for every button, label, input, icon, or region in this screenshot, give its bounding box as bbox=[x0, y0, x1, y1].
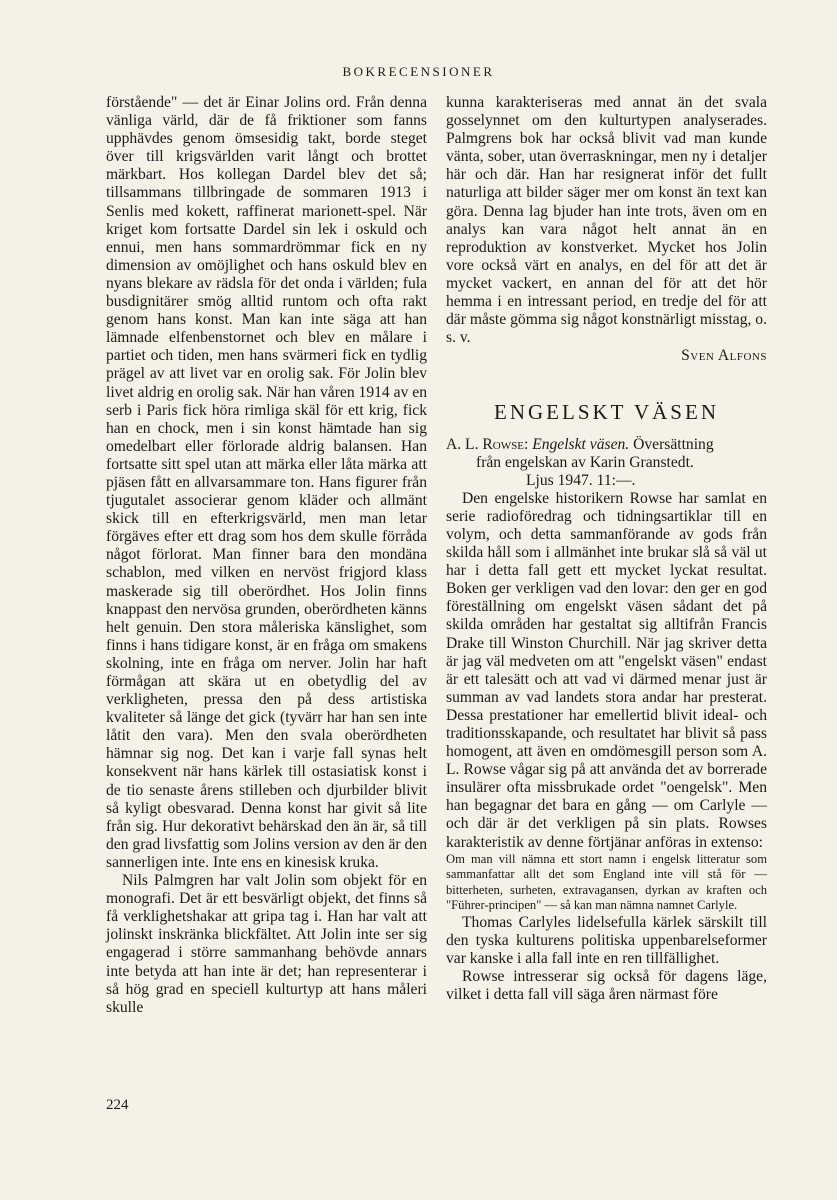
paragraph: kunna karakteriseras med annat än det svala gosselynnet om den kulturtypen analyserades. Palmgrens bok har också blivit vad man kunde vänta, sober, utan överraskningar, men ny i detaljer här och där. Han har resignerat inför det fullt naturliga att bilder säger mer om konst än text kan göra. Denna lag bjuder han inte trots, även om en analys kan vara något helt annat än en reproduktion av konstverket. Mycket hos Jolin vore också värt en analys, en del för att det är mycket vackert, en annan del för att det hör hemma i en intressant period, en tredje del för att där måste gömma sig något konstnärligt misstag, o. s. v. bbox=[446, 94, 767, 347]
book-publisher: Ljus 1947. 11:—. bbox=[526, 471, 636, 489]
running-head: BOKRECENSIONER bbox=[342, 64, 495, 79]
review-signature: Sven Alfons bbox=[681, 347, 767, 365]
book-author: A. L. Rowse bbox=[446, 435, 524, 453]
left-column bbox=[106, 94, 427, 1017]
page-number: 224 bbox=[106, 1097, 129, 1113]
section-title: ENGELSKT VÄSEN bbox=[494, 400, 719, 425]
right-column bbox=[446, 94, 767, 1005]
block-quote: Om man vill nämna ett stort namn i engelsk litteratur som sammanfattar allt det som England inte vill stå för — bitterheten, surheten, extravagansen, dyrkan av kraften och "Führer-principen" — så kan man nämna namnet Carlyle. bbox=[446, 851, 767, 913]
paragraph: förstående" — det är Einar Jolins ord. Från denna vänliga värld, där de få friktioner som fanns upphävdes genom ömsesidig takt, borde steget över till krigsvärlden varit långt och brottet märkbart. Hos kollegan Dardel blev det så; tillsammans tillbringade de sommaren 1913 i Senlis med kokett, raffinerat marionett-spel. När kriget kom fortsatte Dardel sin lek i oskuld och ennui, men hans sommardrömmar fick en ny dimension av omöjlighet och hans oskuld blev en nyans blekare av rädsla för det onda i världen; fula busdignitärer smög alltid runtom och ofta rakt genom hans konst. Man kan inte säga att han lämnade elfenbenstornet och blev en målare i partiet och tiden, men hans svärmeri fick en tydlig prägel av att livet var en orolig sak. För Jolin blev livet aldrig en orolig sak. När han våren 1914 av en serb i Paris fick höra rimliga skäl för ett krig, fick han en chock, men i sin konst hämtade han sig omedelbart eller förlorade aldrig balansen. Han fortsatte sitt spel utan att märka eller låta märka att pjäsen fått en allvarsammare ton. Hans figurer från tjugutalet associerar genom kläder och allmänt skick till en efterkrigsvärld, men man letar förgäves efter ett drag som hos dem skulle förråda något förlorat. Man finner bara den mondäna schablon, med vilken en nervöst frigjord klass maskerade sig till oberördhet. Hos Jolin finns knappast den nervösa grunden, oberördheten känns helt genuin. Den stora måleriska känslighet, som finns i hans tidigare konst, är en fråga om smakens skolning, inte en fråga om nerver. Jolin har haft förmågan att skära ut en obetydlig del av verkligheten, pressa den på dess artistiska kvaliteter så länge det gick (tyvärr har han sen inte låtit den vara). Men den svala oberördheten hämnar sig nog. Det kan i varje fall synas helt konsekvent när hans kärlek till ostasiatisk konst i de tio senaste årens stilleben och djurbilder blivit så kyligt obesvarad. Denna konst har givit så lite från sig. Hur dekorativt behärskad den än är, så till den grad livsfattig som Jolins version av den är den sannerligen inte. Inte ens en kinesisk kruka. bbox=[106, 94, 427, 871]
book-translator: från engelskan av Karin Granstedt. bbox=[476, 453, 694, 471]
book-reference: A. L. Rowse: Engelskt väsen. Översättning från engelskan av Karin Granstedt. Ljus 1947. 11:—. bbox=[446, 436, 767, 490]
paragraph: Rowse intresserar sig också för dagens läge, vilket i detta fall vill säga åren närmast före bbox=[446, 968, 767, 1004]
book-title: Engelskt väsen. bbox=[532, 435, 630, 453]
paragraph: Den engelske historikern Rowse har samlat en serie radioföredrag och tidningsartiklar till en volym, och detta sammanförande av gods från skilda håll som i allmänhet inte brukar slå så väl ut har i detta fall gett ett mycket lyckat resultat. Boken ger verkligen vad den lovar: den ger en god föreställning om engelskt väsen sådant det på skilda områden har gestaltat sig alltifrån Francis Drake till Winston Churchill. När jag skriver detta är jag väl medveten om att "engelskt väsen" endast är ett talesätt och att vad vi därmed menar just är summan av vad landets stora andar har presterat. Dessa prestationer har emellertid blivit ideal- och traditionsskapande, och resultatet har blivit så pass homogent, att även en omdömesgill person som A. L. Rowse vågar sig på att använda det av borrerade insulärer ofta missbrukade ordet "oengelsk". Men han begagnar det bara en gång — om Carlyle — och där är det verkligen på sin plats. Rowses karakteristik av denne förtjänar anföras in extenso: bbox=[446, 489, 767, 851]
paragraph: Nils Palmgren har valt Jolin som objekt för en monografi. Det är ett besvärligt objekt, det finns så få verklighetshakar att gripa tag i. Han har valt att jolinskt inskränka blickfältet. Att Jolin inte ser sig engagerad i större sammanhang behövde annars inte betyda att han inte är det; han representerar i så hög grad en speciell kulturtyp att hans måleri skulle bbox=[106, 872, 427, 1016]
book-translation-note: Översättning bbox=[633, 435, 714, 453]
paragraph: Thomas Carlyles lidelsefulla kärlek särskilt till den tyska kulturens politiska uppenbarelseformer var kanske i alla fall inte en ren tillfällighet. bbox=[446, 914, 767, 968]
